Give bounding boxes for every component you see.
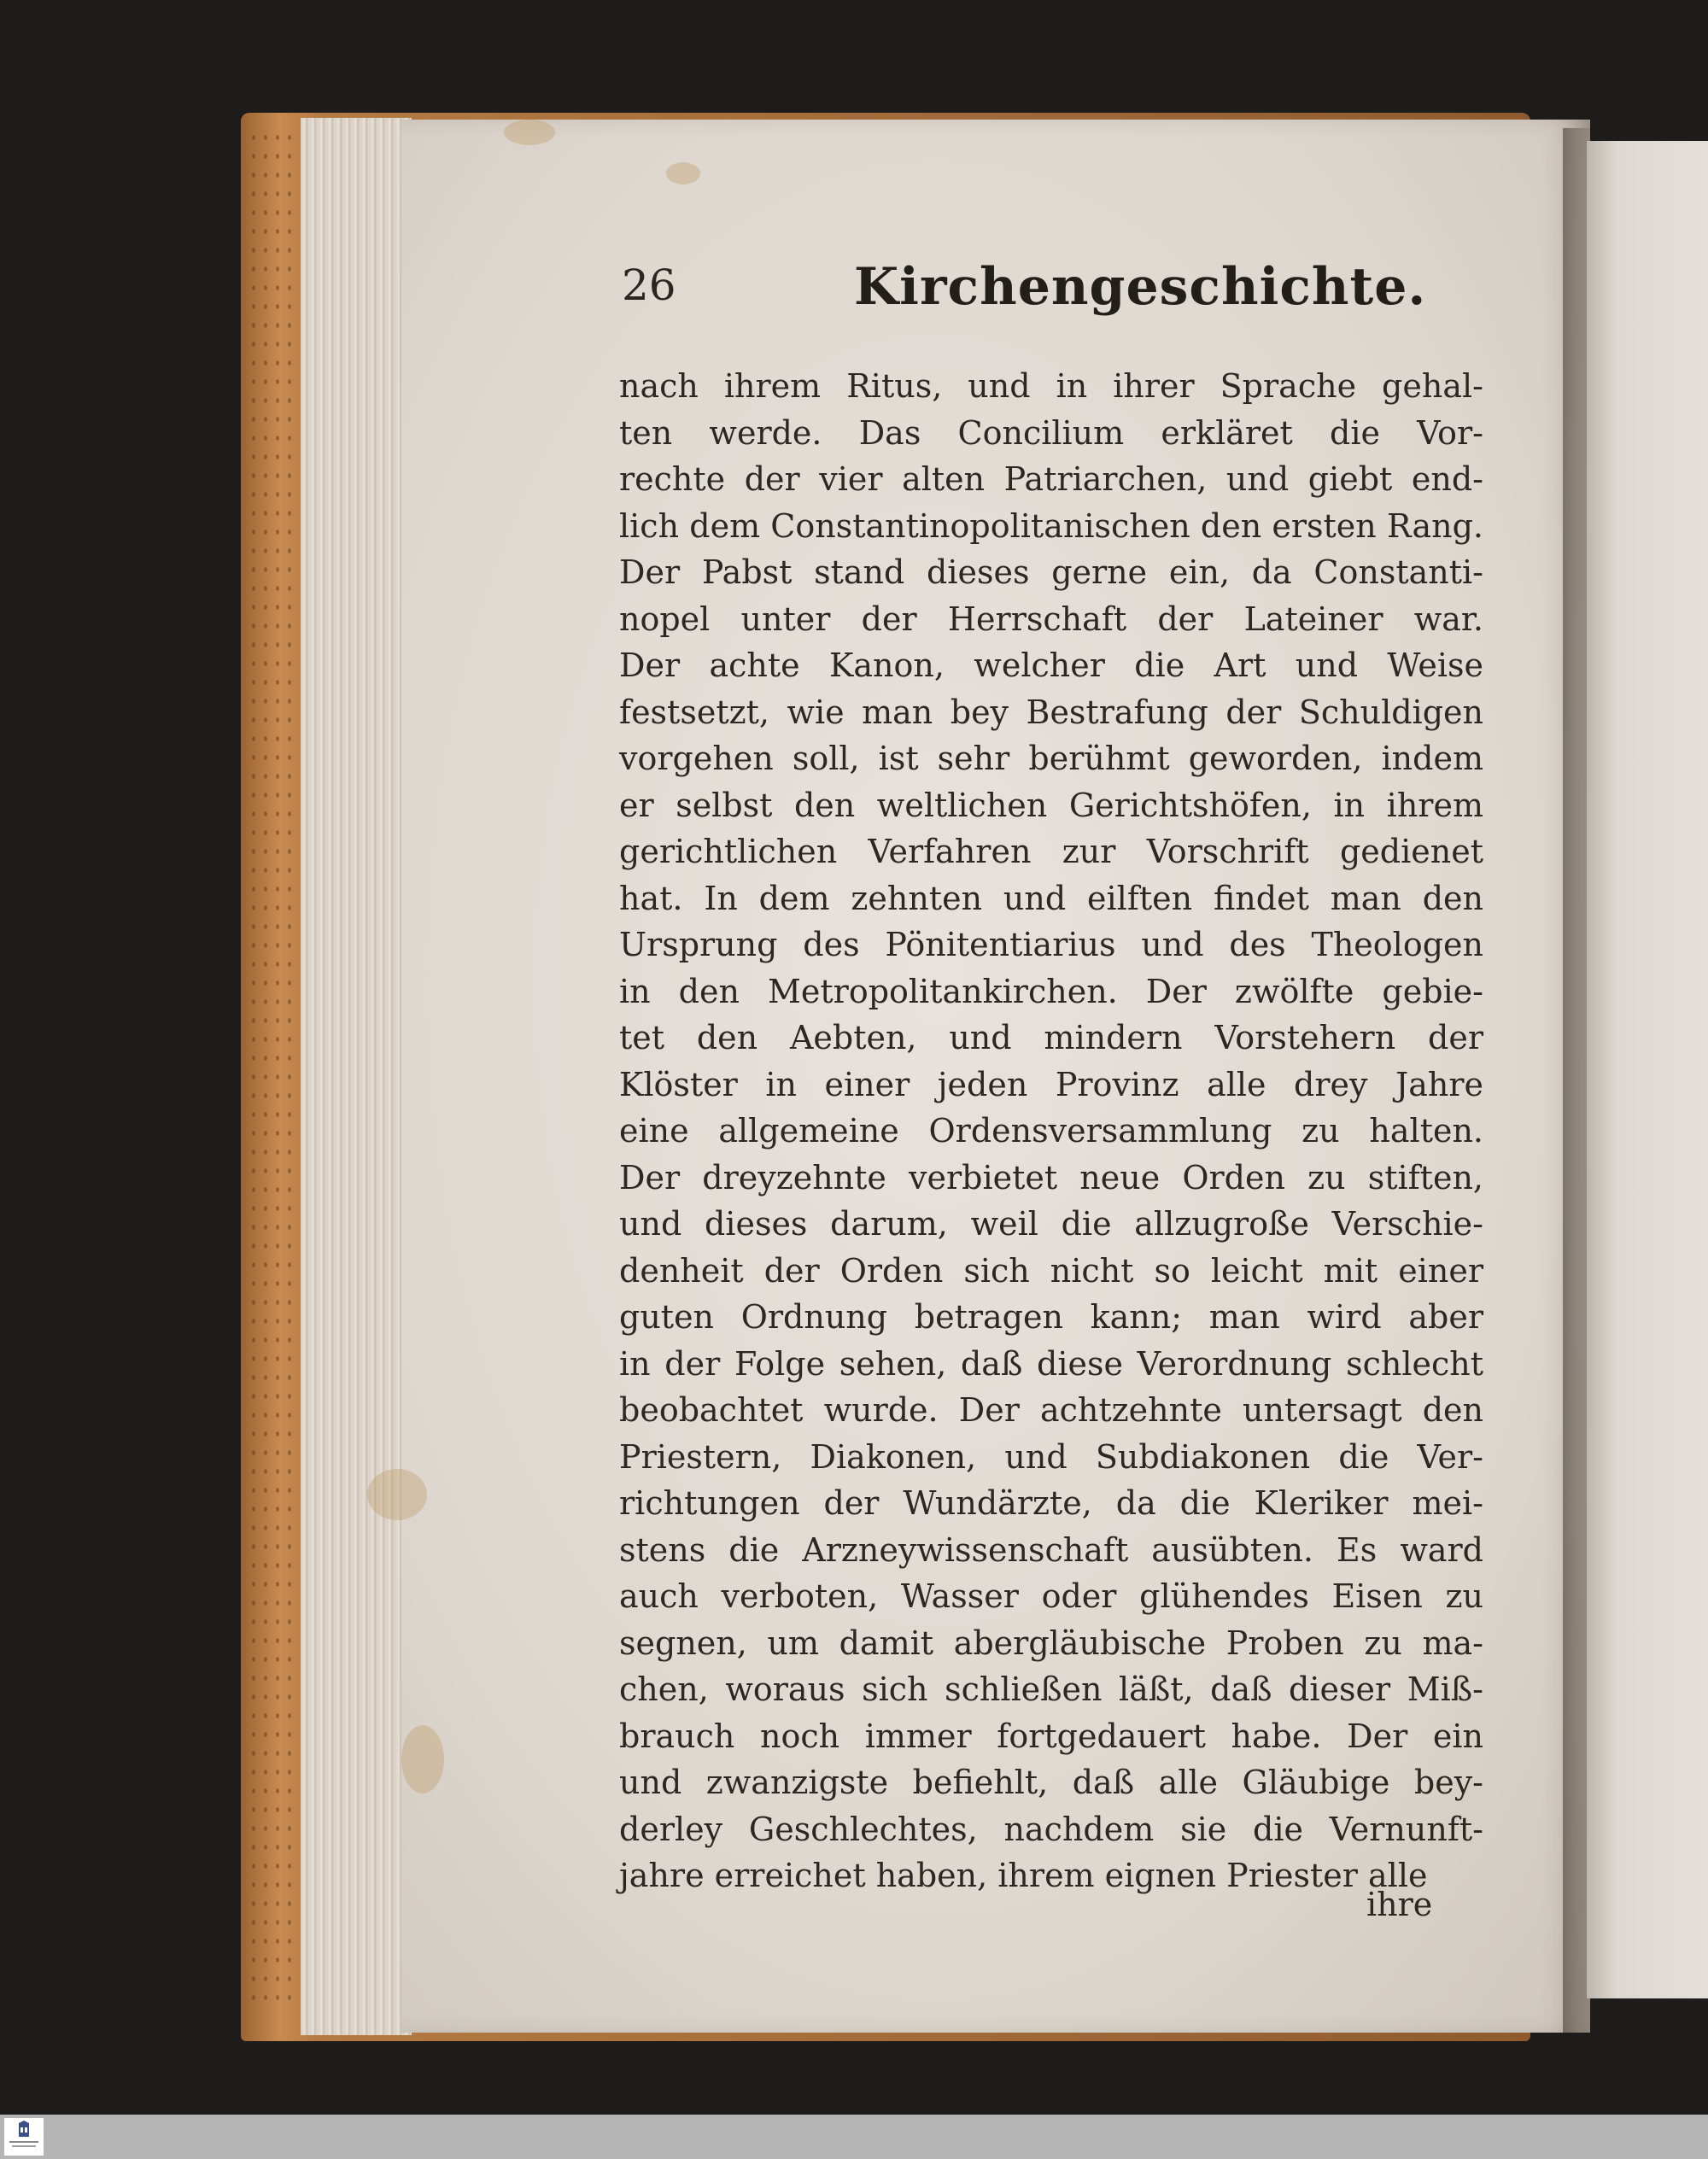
text-line: auch verboten, Wasser oder glühendes Eisen zu: [619, 1577, 1483, 1615]
text-line: beobachtet wurde. Der achtzehnte untersagt den: [619, 1391, 1483, 1429]
text-line: Ursprung des Pönitentiarius und des Theologen: [619, 926, 1483, 963]
text-line: chen, woraus sich schließen läßt, daß dieser Miß-: [619, 1670, 1483, 1708]
text-line: nopel unter der Herrschaft der Lateiner war.: [619, 600, 1483, 638]
page-edges: [301, 118, 412, 2035]
text-line: stens die Arzneywissenschaft ausübten. Es ward: [619, 1530, 1483, 1569]
text-line: und dieses darum, weil die allzugroße Verschie-: [619, 1205, 1483, 1243]
text-line: rechte der vier alten Patriarchen, und giebt end-: [619, 460, 1483, 498]
text-line: er selbst den weltlichen Gerichtshöfen, in ihrem: [619, 786, 1483, 824]
page-header: [622, 257, 1484, 327]
text-line: und zwanzigste befiehlt, daß alle Gläubige bey-: [619, 1764, 1483, 1801]
paper-stain: [504, 120, 555, 145]
paper-stain: [401, 1725, 444, 1793]
text-line: derley Geschlechtes, nachdem sie die Vernunft-: [619, 1810, 1483, 1848]
text-line: ten werde. Das Concilium erkläret die Vor-: [619, 413, 1483, 452]
paper-stain: [666, 162, 700, 184]
text-line: in den Metropolitankirchen. Der zwölfte gebie-: [619, 972, 1483, 1010]
text-line: lich dem Constantinopolitanischen den ersten Rang.: [619, 506, 1483, 545]
running-title: Kirchengeschichte.: [854, 257, 1427, 317]
page-number: 26: [622, 260, 676, 310]
text-line: eine allgemeine Ordensversammlung zu halten.: [619, 1112, 1483, 1150]
catchword: ihre: [1366, 1886, 1433, 1923]
text-line: Der achte Kanon, welcher die Art und Weise: [619, 647, 1483, 684]
text-line: Klöster in einer jeden Provinz alle drey Jahre: [619, 1065, 1483, 1103]
text-line: tet den Aebten, und mindern Vorstehern der: [619, 1019, 1483, 1056]
text-line: Priestern, Diakonen, und Subdiakonen die Ver-: [619, 1437, 1483, 1476]
paper-stain: [367, 1469, 427, 1520]
library-logo-icon[interactable]: [4, 2118, 44, 2156]
text-line: guten Ordnung betragen kann; man wird aber: [619, 1298, 1483, 1336]
text-line: Der dreyzehnte verbietet neue Orden zu stiften,: [619, 1158, 1483, 1197]
text-line: richtungen der Wundärzte, da die Kleriker mei-: [619, 1484, 1483, 1522]
text-line: festsetzt, wie man bey Bestrafung der Schuldigen: [619, 693, 1483, 731]
text-line: Der Pabst stand dieses gerne ein, da Constanti-: [619, 553, 1483, 591]
text-line: nach ihrem Ritus, und in ihrer Sprache gehal-: [619, 367, 1483, 405]
facing-page-edge: [1587, 141, 1708, 1998]
text-line: hat. In dem zehnten und eilften findet man den: [619, 879, 1483, 917]
text-line: jahre erreichet haben, ihrem eignen Priester alle: [619, 1857, 1428, 1894]
text-line: brauch noch immer fortgedauert habe. Der ein: [619, 1717, 1483, 1755]
viewer-footer-bar: [0, 2115, 1708, 2159]
text-line: gerichtlichen Verfahren zur Vorschrift gedienet: [619, 833, 1483, 870]
text-line: vorgehen soll, ist sehr berühmt geworden, indem: [619, 740, 1483, 777]
text-line: segnen, um damit abergläubische Proben zu ma-: [619, 1624, 1483, 1662]
body-text: [619, 363, 1483, 1899]
text-line: in der Folge sehen, daß diese Verordnung schlecht: [619, 1344, 1483, 1383]
text-line: denheit der Orden sich nicht so leicht mit einer: [619, 1251, 1483, 1290]
cover-edge-texture: [248, 128, 299, 2007]
